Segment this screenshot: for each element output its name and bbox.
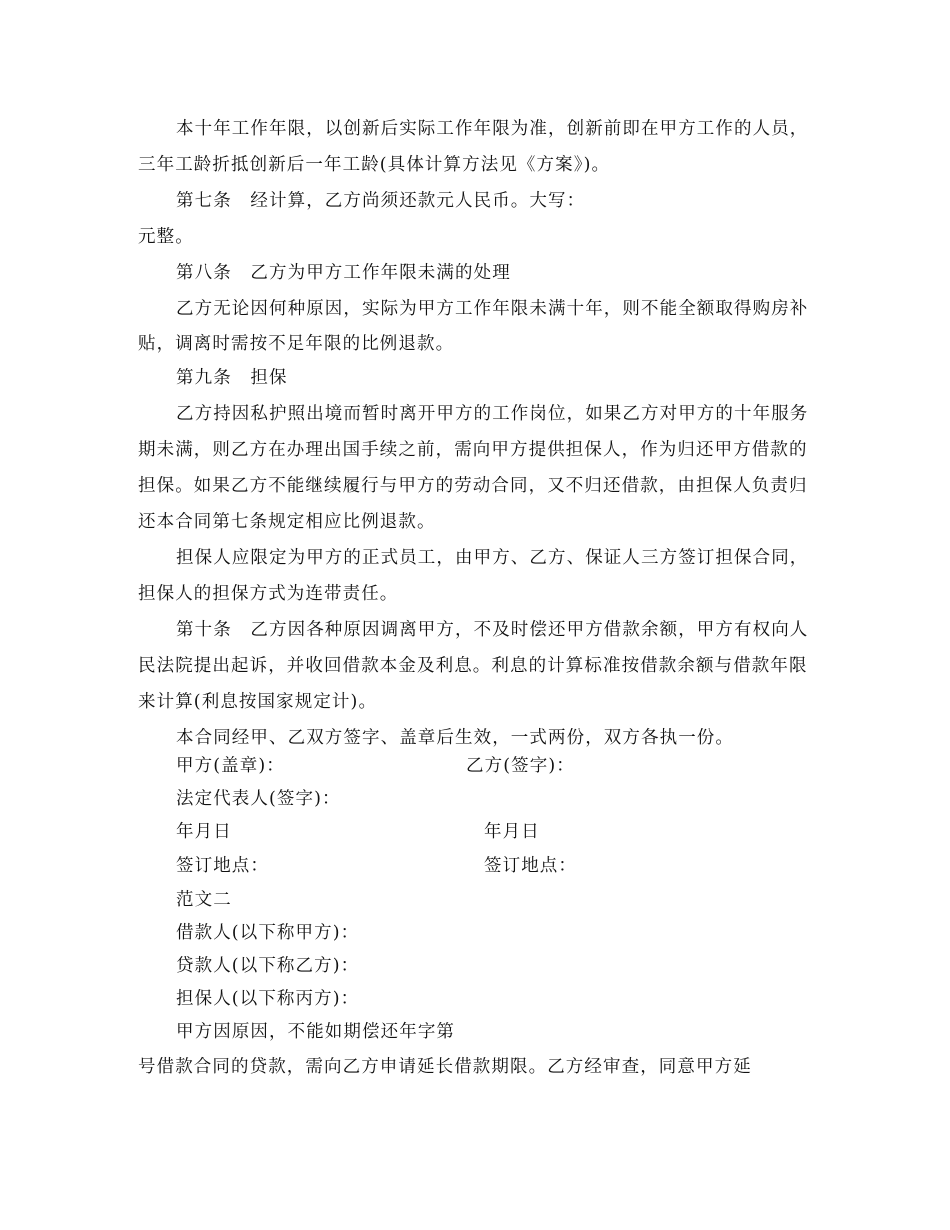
date-row: 年月日 bbox=[176, 822, 232, 842]
paragraph-line: 担保人应限定为甲方的正式员工，由甲方、乙方、保证人三方签订担保合同， bbox=[176, 548, 809, 568]
extension-line: 号借款合同的贷款，需向乙方申请延长借款期限。乙方经审查，同意甲方延 bbox=[138, 1057, 752, 1077]
paragraph-line: 贴，调离时需按不足年限的比例退款。 bbox=[138, 334, 455, 354]
effectiveness-clause: 本合同经甲、乙双方签字、盖章后生效，一式两份，双方各执一份。 bbox=[176, 728, 734, 748]
extension-line: 甲方因原因，不能如期偿还年字第 bbox=[176, 1022, 456, 1042]
paragraph-line: 乙方无论因何种原因，实际为甲方工作年限未满十年，则不能全额取得购房补 bbox=[176, 299, 809, 319]
paragraph-line: 来计算(利息按国家规定计)。 bbox=[138, 692, 378, 712]
article-9-title: 第九条 担保 bbox=[176, 368, 288, 388]
article-10-line: 第十条 乙方因各种原因调离甲方，不及时偿还甲方借款余额，甲方有权向人 bbox=[176, 620, 809, 640]
signature-row: 甲方(盖章)： bbox=[176, 756, 285, 776]
paragraph-line: 三年工龄折抵创新后一年工龄(具体计算方法见《方案》)。 bbox=[138, 155, 611, 175]
lender-row: 贷款人(以下称乙方)： bbox=[176, 956, 360, 976]
article-7-line: 第七条 经计算，乙方尚须还款元人民币。大写： bbox=[176, 191, 586, 211]
paragraph-line: 期未满，则乙方在办理出国手续之前，需向甲方提供担保人，作为归还甲方借款的 bbox=[138, 440, 808, 460]
paragraph-line: 乙方持因私护照出境而暂时离开甲方的工作岗位，如果乙方对甲方的十年服务 bbox=[176, 404, 809, 424]
signing-place-row: 签订地点： bbox=[484, 856, 577, 876]
paragraph-line: 民法院提出起诉，并收回借款本金及利息。利息的计算标准按借款余额与借款年限 bbox=[138, 656, 808, 676]
guarantor-row: 担保人(以下称丙方)： bbox=[176, 989, 360, 1009]
section-heading: 范文二 bbox=[176, 890, 232, 910]
paragraph-line: 担保。如果乙方不能继续履行与甲方的劳动合同，又不归还借款，由担保人负责归 bbox=[138, 476, 808, 496]
article-7-line: 元整。 bbox=[138, 227, 194, 247]
article-8-title: 第八条 乙方为甲方工作年限未满的处理 bbox=[176, 263, 511, 283]
paragraph-line: 本十年工作年限，以创新后实际工作年限为准，创新前即在甲方工作的人员， bbox=[176, 119, 809, 139]
paragraph-line: 担保人的担保方式为连带责任。 bbox=[138, 584, 399, 604]
paragraph-line: 还本合同第七条规定相应比例退款。 bbox=[138, 512, 436, 532]
signature-row: 乙方(签字)： bbox=[466, 756, 575, 776]
date-row: 年月日 bbox=[484, 822, 540, 842]
legal-rep-row: 法定代表人(签字)： bbox=[176, 789, 341, 809]
signing-place-row: 签订地点： bbox=[176, 856, 269, 876]
borrower-row: 借款人(以下称甲方)： bbox=[176, 923, 360, 943]
